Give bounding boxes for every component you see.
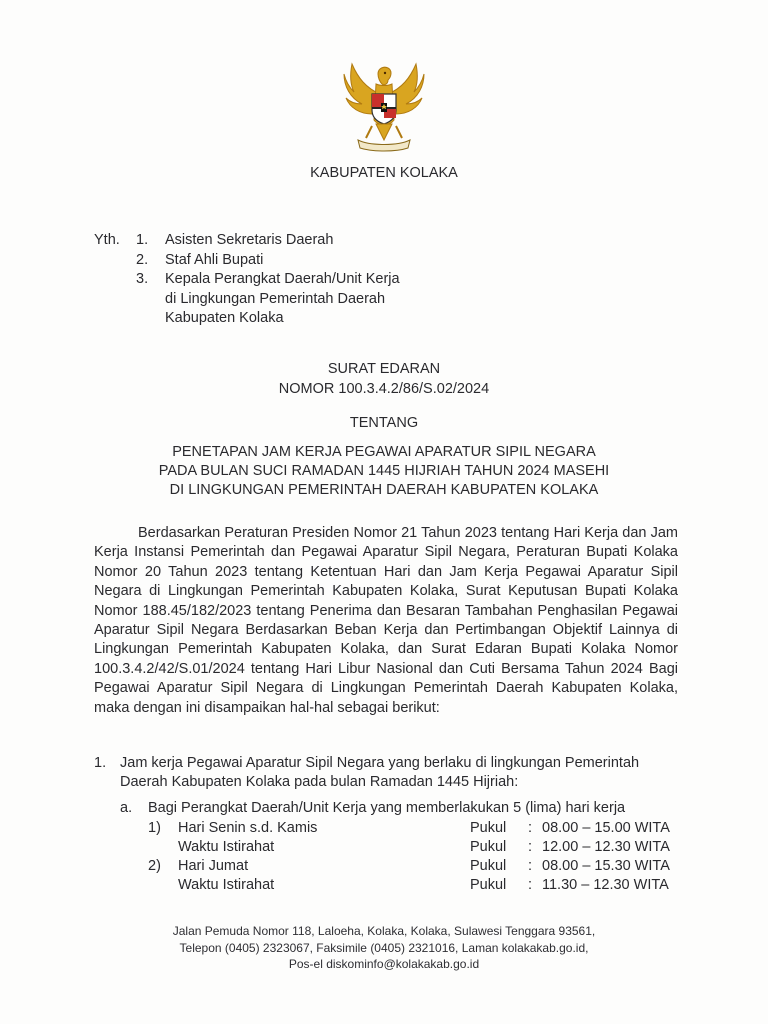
schedule-time: 08.00 – 15.00 WITA (542, 820, 670, 836)
schedule-time: 11.30 – 12.30 WITA (542, 877, 669, 893)
point-text (120, 754, 680, 792)
schedule-colon: : (528, 877, 533, 893)
regency-name: KABUPATEN KOLAKA (310, 165, 458, 181)
sub-point-letter: a. (120, 800, 133, 816)
schedule-colon: : (528, 858, 533, 874)
recipient-item: Kepala Perangkat Daerah/Unit Kerja (165, 271, 400, 287)
garuda-emblem (336, 60, 432, 156)
schedule-time: 12.00 – 12.30 WITA (542, 839, 670, 855)
sub-point-text: Bagi Perangkat Daerah/Unit Kerja yang memberlakukan 5 (lima) hari kerja (148, 800, 626, 816)
schedule-pukul: Pukul (470, 858, 507, 874)
document-number: NOMOR 100.3.4.2/86/S.02/2024 (278, 381, 490, 397)
recipient-number: 1. (136, 232, 149, 248)
document-subject (0, 443, 768, 500)
schedule-pukul: Pukul (470, 820, 507, 836)
letterhead-footer (0, 923, 768, 973)
footer-email: Pos-el diskominfo@kolakakab.go.id (288, 957, 480, 971)
footer-contact: Telepon (0405) 2323067, Faksimile (0405) 2321016, Laman kolakakab.go.id, (179, 940, 589, 955)
point-number: 1. (94, 755, 107, 771)
schedule-label: Hari Jumat (178, 858, 249, 874)
schedule-time: 08.00 – 15.30 WITA (542, 858, 670, 874)
recipient-item-line: di Lingkungan Pemerintah Daerah (165, 290, 386, 307)
schedule-colon: : (528, 839, 533, 855)
point-line: Jam kerja Pegawai Aparatur Sipil Negara yang berlaku di lingkungan Pemerintah (120, 755, 640, 771)
recipient-item: Asisten Sekretaris Daerah (165, 232, 334, 248)
footer-address: Jalan Pemuda Nomor 118, Laloeha, Kolaka, Kolaka, Sulawesi Tenggara 93561, (172, 924, 596, 938)
schedule-pukul: Pukul (470, 839, 507, 855)
recipient-number: 2. (136, 251, 149, 268)
subject-line: DI LINGKUNGAN PEMERINTAH DAERAH KABUPATEN KOLAKA (169, 482, 599, 498)
schedule-colon: : (528, 820, 533, 836)
recipient-item-line: Kabupaten Kolaka (165, 310, 284, 326)
schedule-label: Waktu Istirahat (178, 839, 275, 855)
recipient-item: Staf Ahli Bupati (165, 251, 264, 268)
schedule-number: 1) (148, 820, 161, 836)
schedule-number: 2) (148, 858, 161, 874)
schedule-pukul: Pukul (470, 877, 507, 893)
schedule-label: Hari Senin s.d. Kamis (178, 820, 318, 836)
subject-line: PADA BULAN SUCI RAMADAN 1445 HIJRIAH TAHUN 2024 MASEHI (158, 463, 610, 479)
recipient-number: 3. (136, 271, 149, 287)
subject-line: PENETAPAN JAM KERJA PEGAWAI APARATUR SIPIL NEGARA (172, 444, 596, 460)
document-type: SURAT EDARAN (327, 361, 441, 377)
recipient-label: Yth. (94, 232, 120, 248)
about-label: TENTANG (349, 415, 419, 431)
schedule-label: Waktu Istirahat (178, 877, 275, 893)
intro-paragraph: Berdasarkan Peraturan Presiden Nomor 21 Tahun 2023 tentang Hari Kerja dan Jam Kerja Instansi Pemerintah dan Pegawai Aparatur Sipil Negara, Peraturan Bupati Kolaka Nomor 20 Tahun 2023 tentang Ketentuan Hari dan Jam Kerja Pegawai Aparatur Sipil Negara di Lingkungan Pemerintah Kabupaten Kolaka, Surat Keputusan Bupati Kolaka Nomor 188.45/182/2023 tentang Penerima dan Besaran Tambahan Penghasilan Pegawai Aparatur Sipil Negara Berdasarkan Beban Kerja dan Pertimbangan Objektif Lainnya di Lingkungan Pemerintah Kabupaten Kolaka, dan Surat Edaran Bupati Kolaka Nomor 100.3.4.2/42/S.01/2024 tentang Hari Libur Nasional dan Cuti Bersama Tahun 2024 Bagi Pegawai Aparatur Sipil Negara di Lingkungan Pemerintah Daerah Kabupaten Kolaka, maka dengan ini disampaikan hal-hal sebagai berikut: (94, 525, 678, 716)
point-line: Daerah Kabupaten Kolaka pada bulan Ramadan 1445 Hijriah: (120, 774, 519, 790)
